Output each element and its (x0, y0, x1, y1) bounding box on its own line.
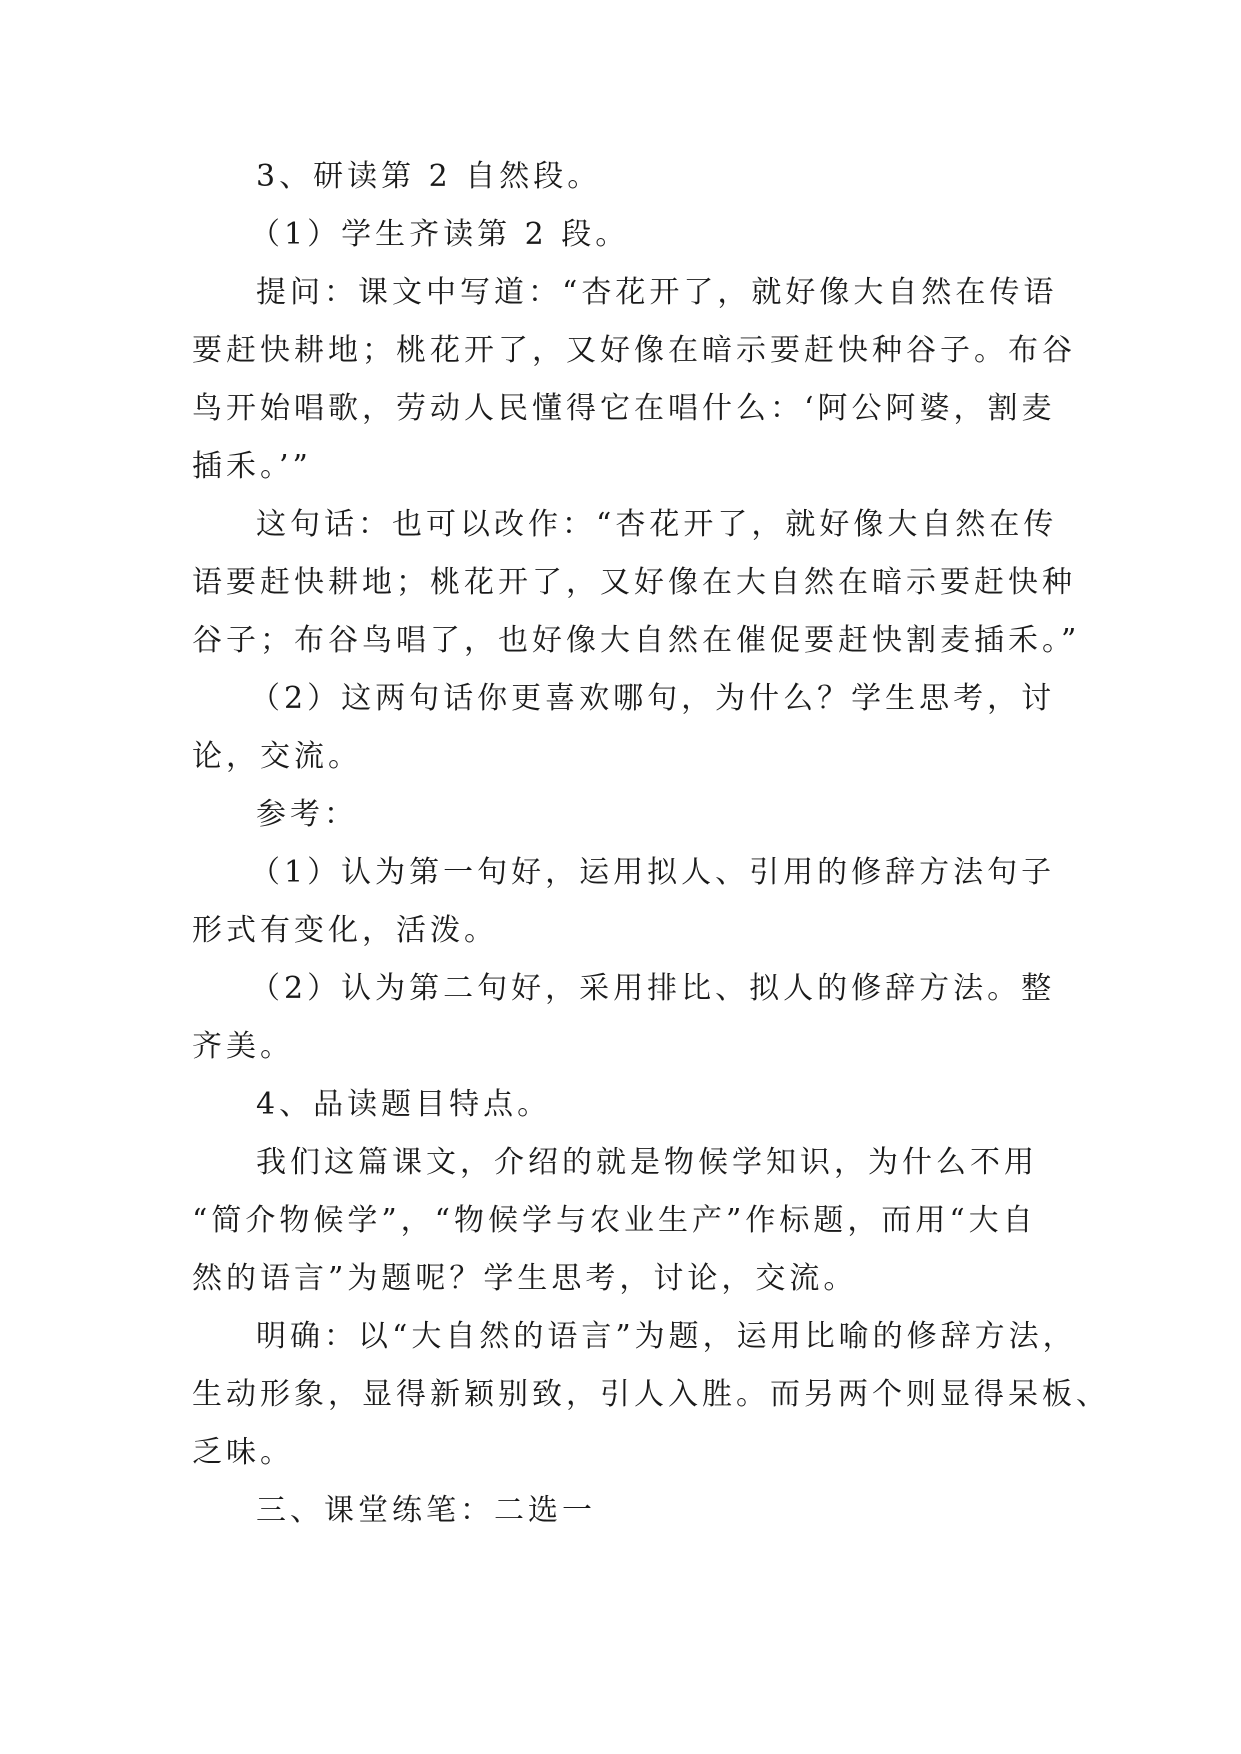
text-line: “简介物候学”，“物候学与农业生产”作标题，而用“大自 (192, 1203, 1037, 1238)
text-line: 插禾。’” (192, 449, 312, 484)
text-line: 鸟开始唱歌，劳动人民懂得它在唱什么：‘阿公阿婆，割麦 (192, 391, 1056, 426)
text-line: 我们这篇课文，介绍的就是物候学知识，为什么不用 (256, 1145, 1038, 1180)
text-line: 生动形象，显得新颖别致，引人入胜。而另两个则显得呆板、 (192, 1377, 1110, 1412)
text-line: 提问：课文中写道：“杏花开了，就好像大自然在传语 (256, 275, 1058, 310)
text-line: 明确：以“大自然的语言”为题，运用比喻的修辞方法， (256, 1319, 1077, 1354)
text-line: 参考： (256, 797, 358, 832)
text-line: 齐美。 (192, 1029, 294, 1064)
text-line: 谷子；布谷鸟唱了，也好像大自然在催促要赶快割麦插禾。” (192, 623, 1081, 658)
text-line: 三、课堂练笔：二选一 (256, 1493, 596, 1528)
text-line: 乏味。 (192, 1435, 294, 1470)
text-line: 这句话：也可以改作：“杏花开了，就好像大自然在传 (256, 507, 1058, 542)
text-line: 要赶快耕地；桃花开了，又好像在暗示要赶快种谷子。布谷 (192, 333, 1076, 368)
text-line: 形式有变化，活泼。 (192, 913, 498, 948)
document-body (192, 148, 1110, 1540)
text-line: 3、研读第 2 自然段。 (256, 159, 602, 194)
text-line: （1）认为第一句好，运用拟人、引用的修辞方法句子 (250, 855, 1056, 890)
text-line: （2）这两句话你更喜欢哪句，为什么？学生思考，讨 (250, 681, 1056, 716)
text-line: （1）学生齐读第 2 段。 (250, 217, 630, 252)
text-line: 4、品读题目特点。 (256, 1087, 552, 1122)
text-line: 语要赶快耕地；桃花开了，又好像在大自然在暗示要赶快种 (192, 565, 1076, 600)
text-line: 然的语言”为题呢？学生思考，讨论，交流。 (192, 1261, 858, 1296)
text-line: （2）认为第二句好，采用排比、拟人的修辞方法。整 (250, 971, 1056, 1006)
text-line: 论，交流。 (192, 739, 362, 774)
